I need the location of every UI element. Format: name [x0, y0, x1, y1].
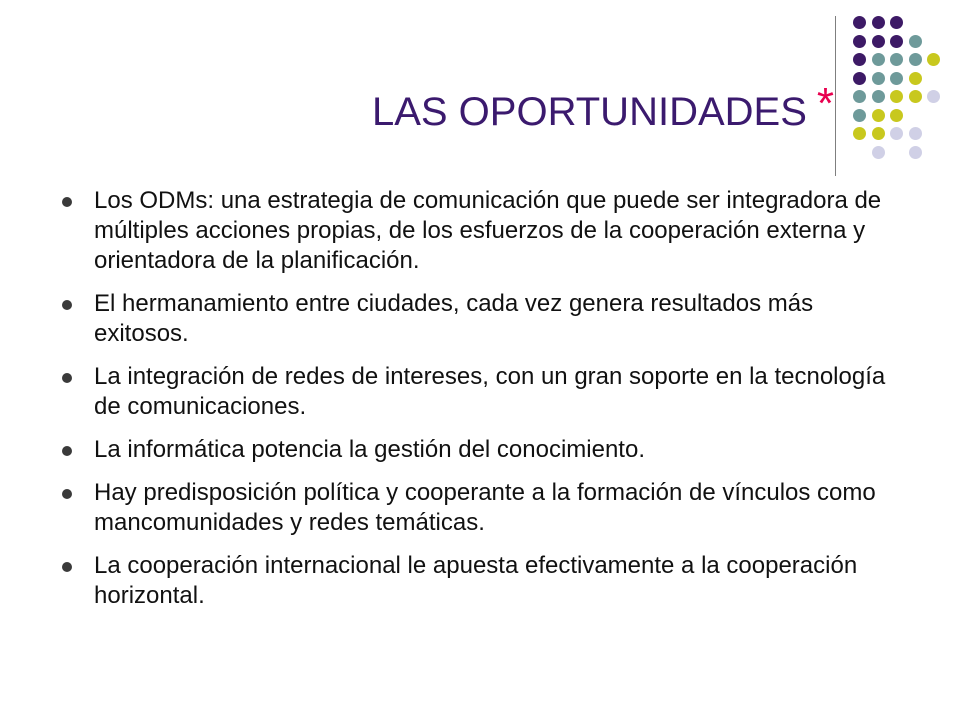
bullet-item — [60, 435, 900, 465]
title-row — [371, 79, 834, 140]
bullet-text: El hermanamiento entre ciudades, cada vez genera resultados más exitosos. — [94, 290, 814, 347]
decorative-dot — [872, 72, 885, 85]
decorative-dot — [872, 90, 885, 103]
bullet-text: La informática potencia la gestión del conocimiento. — [94, 436, 645, 463]
decorative-dot — [909, 146, 922, 159]
bullet-text: Los ODMs: una estrategia de comunicación que puede ser integradora de múltiples acciones propias, de los esfuerzos de la cooperación externa y orientadora de la planificación. — [94, 187, 882, 274]
bullet-text: La cooperación internacional le apuesta efectivamente a la cooperación horizontal. — [94, 552, 858, 609]
decorative-dot — [872, 16, 885, 29]
bullet-text: Hay predisposición política y cooperante a la formación de vínculos como mancomunidades y redes temáticas. — [94, 479, 876, 536]
decorative-dot — [853, 16, 866, 29]
decorative-dot-grid — [845, 12, 955, 162]
decorative-dot — [890, 109, 903, 122]
decorative-dot — [853, 35, 866, 48]
bullet-item — [60, 551, 900, 611]
decorative-dot — [890, 127, 903, 140]
decorative-dot — [927, 53, 940, 66]
vertical-divider — [835, 16, 836, 176]
bullet-icon — [62, 562, 72, 572]
bullet-item — [60, 362, 900, 422]
bullet-text: La integración de redes de intereses, con un gran soporte en la tecnología de comunicaciones. — [94, 363, 886, 420]
decorative-dot — [872, 127, 885, 140]
bullet-item — [60, 186, 900, 276]
bullet-item — [60, 289, 900, 349]
decorative-dot — [872, 53, 885, 66]
bullet-list — [60, 186, 900, 624]
decorative-dot — [872, 109, 885, 122]
decorative-dot — [853, 72, 866, 85]
title-asterisk: * — [816, 79, 834, 128]
decorative-dot — [853, 109, 866, 122]
decorative-dot — [872, 35, 885, 48]
slide-title: LAS OPORTUNIDADES — [371, 90, 807, 134]
decorative-dot — [909, 35, 922, 48]
decorative-dot — [853, 90, 866, 103]
bullet-icon — [62, 373, 72, 383]
decorative-dot — [890, 35, 903, 48]
decorative-dot — [890, 72, 903, 85]
decorative-dot — [909, 127, 922, 140]
decorative-dot — [927, 90, 940, 103]
decorative-dot — [853, 127, 866, 140]
decorative-dot — [890, 53, 903, 66]
decorative-dot — [909, 90, 922, 103]
bullet-icon — [62, 197, 72, 207]
decorative-dot — [853, 53, 866, 66]
decorative-dot — [909, 53, 922, 66]
decorative-dot — [872, 146, 885, 159]
decorative-dot — [890, 16, 903, 29]
bullet-icon — [62, 489, 72, 499]
bullet-item — [60, 478, 900, 538]
decorative-dot — [909, 72, 922, 85]
decorative-dot — [890, 90, 903, 103]
bullet-icon — [62, 446, 72, 456]
bullet-icon — [62, 300, 72, 310]
